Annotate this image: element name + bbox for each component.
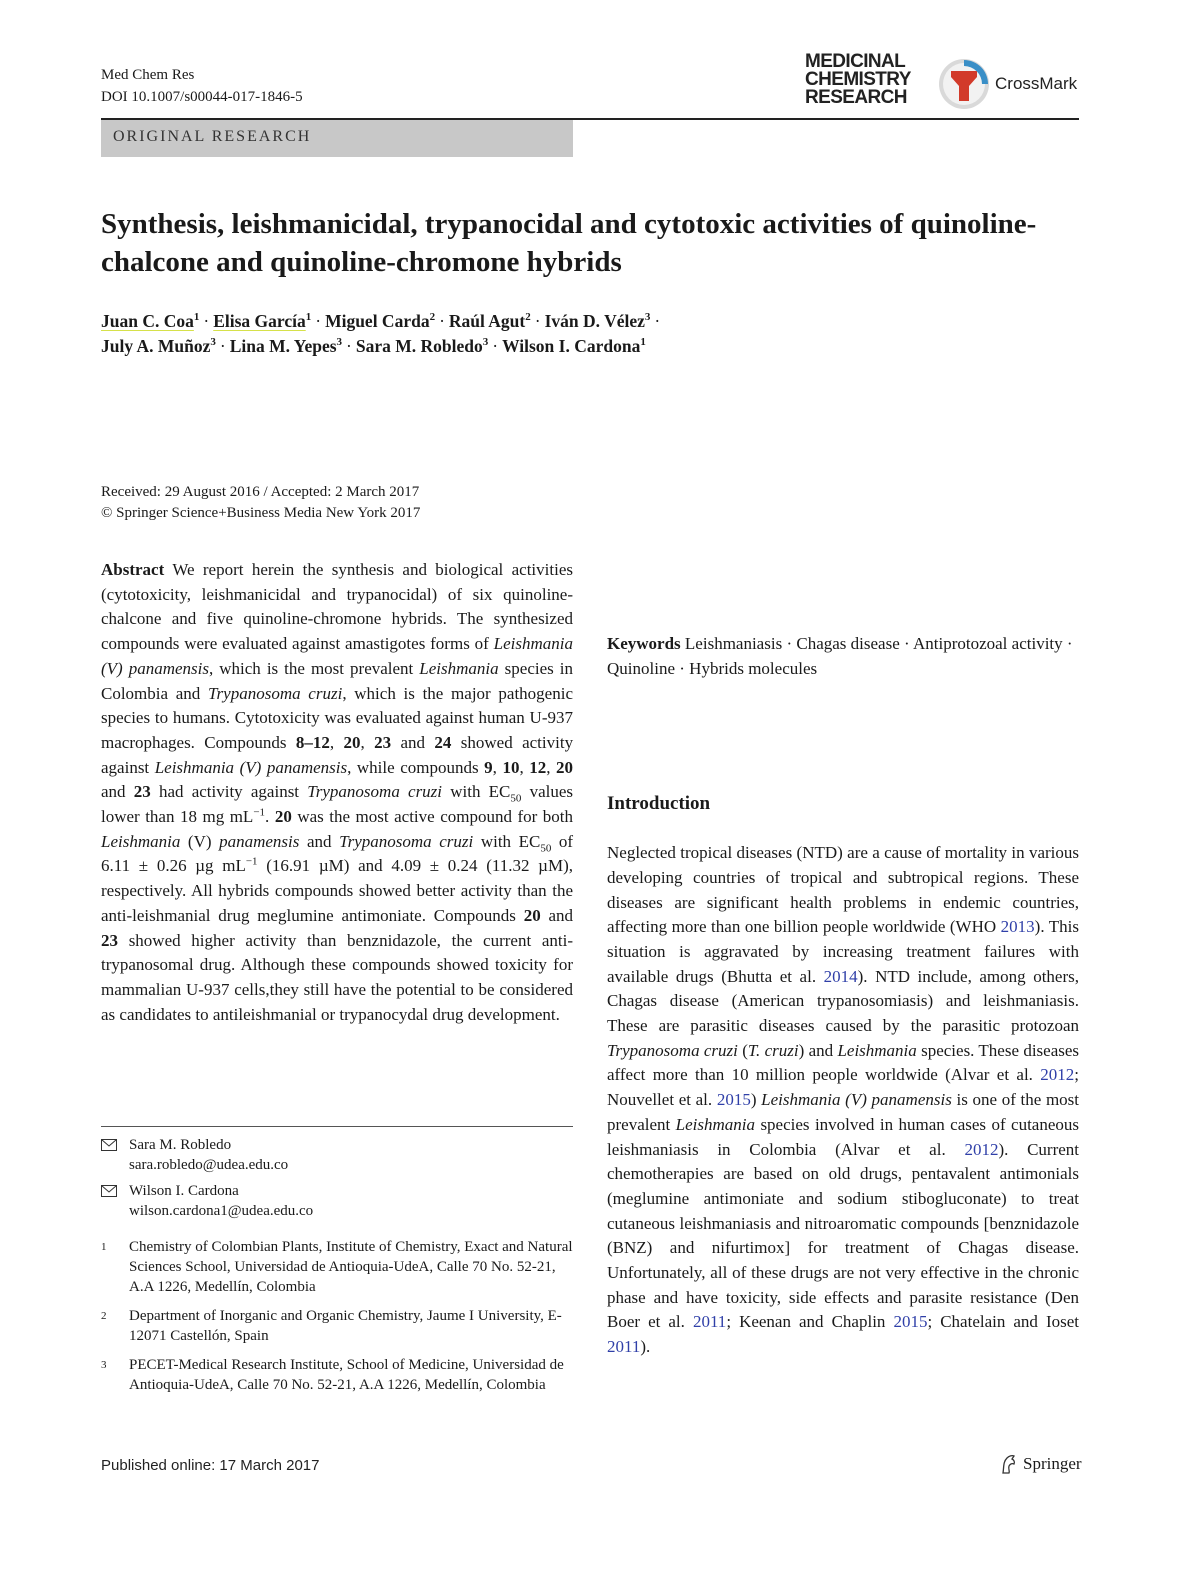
copyright-line: © Springer Science+Business Media New York 2017 bbox=[101, 505, 421, 521]
author-name: Miguel Carda bbox=[325, 311, 430, 331]
citation-link[interactable]: 2012 bbox=[1040, 1065, 1075, 1085]
crossmark-icon bbox=[938, 57, 990, 111]
envelope-icon bbox=[101, 1135, 129, 1175]
springer-logo bbox=[999, 1453, 1082, 1475]
affiliation: 3 PECET-Medical Research Institute, School of Medicine, Universidad de Antioquia-UdeA, Calle 70 No. 52-21, A.A 1226, Medellín, Colombia bbox=[101, 1357, 564, 1393]
crossmark-badge[interactable] bbox=[938, 57, 1077, 111]
left-column bbox=[101, 558, 573, 1027]
author-link[interactable]: Elisa García bbox=[213, 311, 306, 331]
category-band bbox=[101, 120, 573, 157]
author-name: Iván D. Vélez bbox=[544, 311, 645, 331]
author-name: Sara M. Robledo bbox=[355, 336, 483, 356]
author-list: Juan C. Coa$^1$ · Elisa García$^1$ · Miguel Carda$^2$ · Raúl Agut$^2$ · Iván D. Vélez$^3$ · July A. Muñoz$^3$ · Lina M. Yepes$^3$ · Sara M. Robledo$^3$ · Wilson I. Cardona$^1$ bbox=[101, 311, 661, 356]
journal-info bbox=[101, 64, 303, 108]
author-name: Lina M. Yepes bbox=[229, 336, 337, 356]
correspondence-contact bbox=[101, 1135, 573, 1175]
footnotes bbox=[101, 1135, 573, 1395]
publisher-name: Springer bbox=[1023, 1454, 1082, 1473]
received-date: Received: 29 August 2016 / Accepted: 2 March 2017 bbox=[101, 484, 420, 500]
citation-link[interactable]: 2012 bbox=[964, 1139, 999, 1159]
affiliation: 1 Chemistry of Colombian Plants, Institute of Chemistry, Exact and Natural Sciences School, Universidad de Antioquia-UdeA, Calle 70 No. 52-21, A.A 1226, Medellín, Colombia bbox=[101, 1239, 573, 1295]
contact-email[interactable]: wilson.cardona1@udea.edu.co bbox=[129, 1203, 314, 1219]
abstract: Abstract We report herein the synthesis and biological activities (cytotoxicity, leishmanicidal and trypanocidal) of six quinoline-chalcone and five quinoline-chromone hybrids. The synthesized compounds were evaluated against amastigotes forms of Leishmania (V) panamensis, which is the most prevalent Leishmania species in Colombia and Trypanosoma cruzi, which is the major pathogenic species to humans. Cytotoxicity was evaluated against human U-937 macrophages. Compounds 8–12, 20, 23 and 24 showed activity against Leishmania (V) panamensis, while compounds 9, 10, 12, 20 and 23 had activity against Trypanosoma cruzi with $EC_{50}$ values lower than 18 mg $mL^{-1}$. 20 was the most active compound for both Leishmania (V) panamensis and Trypanosoma cruzi with $EC_{50}$ of 6.11 ± 0.26 µg $mL^{-1}$ (16.91 µM) and 4.09 ± 0.24 (11.32 µM), respectively. All hybrids compounds showed better activity than the anti-leishmanial drug meglumine antimoniate. Compounds 20 and 23 showed higher activity than benznidazole, the current anti-trypanosomal drug. Although these compounds showed toxicity for mammalian U-937 cells,they still have the potential to be considered as candidates to antileishmanial or trypanocydal drug development. bbox=[101, 560, 574, 1024]
citation-link[interactable]: 2015 bbox=[716, 1090, 751, 1110]
citation-link[interactable]: 2014 bbox=[823, 966, 858, 986]
introduction-heading: Introduction bbox=[607, 793, 711, 815]
dates-block bbox=[101, 482, 420, 524]
springer-horse-icon bbox=[999, 1453, 1019, 1475]
introduction-text: Neglected tropical diseases (NTD) are a cause of mortality in various developing countries of tropical and subtropical regions. These diseases are significant health problems in endemic countries, affecting more than one billion people worldwide (WHO 2013). This situation is aggravated by increasing treatment failures with available drugs (Bhutta et al. 2014). NTD include, among others, Chagas disease (American trypanosomiasis) and leishmaniasis. These are parasitic diseases caused by the parasitic protozoan Trypanosoma cruzi (T. cruzi) and Leishmania species. These diseases affect more than 10 million people worldwide (Alvar et al. 2012; Nouvellet et al. 2015) Leishmania (V) panamensis is one of the most prevalent Leishmania species involved in human cases of cutaneous leishmaniasis in Colombia (Alvar et al. 2012). Current chemotherapies are based on old drugs, pentavalent antimonials (meglumine antimoniate and sodium stibogluconate) to treat cutaneous leishmaniasis and nitroaromatic compounds [benznidazole (BNZ) and nifurtimox] for treatment of Chagas disease. Unfortunately, all of these drugs are not very effective in the chronic phase and have toxicity, side effects and parasite resistance (Den Boer et al. 2011; Keenan and Chaplin 2015; Chatelain and Ioset 2011). bbox=[607, 843, 1080, 1357]
abstract-label: Abstract bbox=[101, 560, 165, 579]
citation-link[interactable]: 2011 bbox=[692, 1312, 727, 1332]
author-name: Wilson I. Cardona bbox=[502, 336, 641, 356]
contact-name: Sara M. Robledo bbox=[129, 1137, 232, 1153]
right-column bbox=[607, 558, 1079, 1360]
footnote-rule bbox=[101, 1126, 573, 1127]
category-label: ORIGINAL RESEARCH bbox=[113, 128, 312, 145]
affiliation: 2 Department of Inorganic and Organic Chemistry, Jaume I University, E-12071 Castellón, Spain bbox=[101, 1308, 562, 1344]
contact-email[interactable]: sara.robledo@udea.edu.co bbox=[129, 1157, 289, 1173]
article-title: Synthesis, leishmanicidal, trypanocidal and cytotoxic activities of quinoline-chalcone and quinoline-chromone hybrids bbox=[101, 208, 1037, 278]
journal-logo: MEDICINAL CHEMISTRY RESEARCH bbox=[805, 51, 911, 108]
author-name: July A. Muñoz bbox=[101, 336, 211, 356]
author-link[interactable]: Juan C. Coa bbox=[101, 311, 194, 331]
citation-link[interactable]: 2013 bbox=[1000, 917, 1035, 937]
citation-link[interactable]: 2015 bbox=[893, 1312, 928, 1332]
correspondence-contact bbox=[101, 1181, 573, 1221]
envelope-icon bbox=[101, 1181, 129, 1221]
contact-name: Wilson I. Cardona bbox=[129, 1183, 239, 1199]
keywords-label: Keywords bbox=[607, 634, 681, 653]
author-name: Raúl Agut bbox=[448, 311, 526, 331]
keywords: Keywords Leishmaniasis · Chagas disease · Antiprotozoal activity · Quinoline · Hybrids molecules bbox=[607, 634, 1073, 678]
journal-name: Med Chem Res bbox=[101, 67, 195, 83]
journal-doi[interactable]: DOI 10.1007/s00044-017-1846-5 bbox=[101, 89, 303, 105]
published-date: Published online: 17 March 2017 bbox=[101, 1457, 320, 1474]
citation-link[interactable]: 2011 bbox=[607, 1337, 641, 1357]
crossmark-label: CrossMark bbox=[995, 74, 1078, 93]
